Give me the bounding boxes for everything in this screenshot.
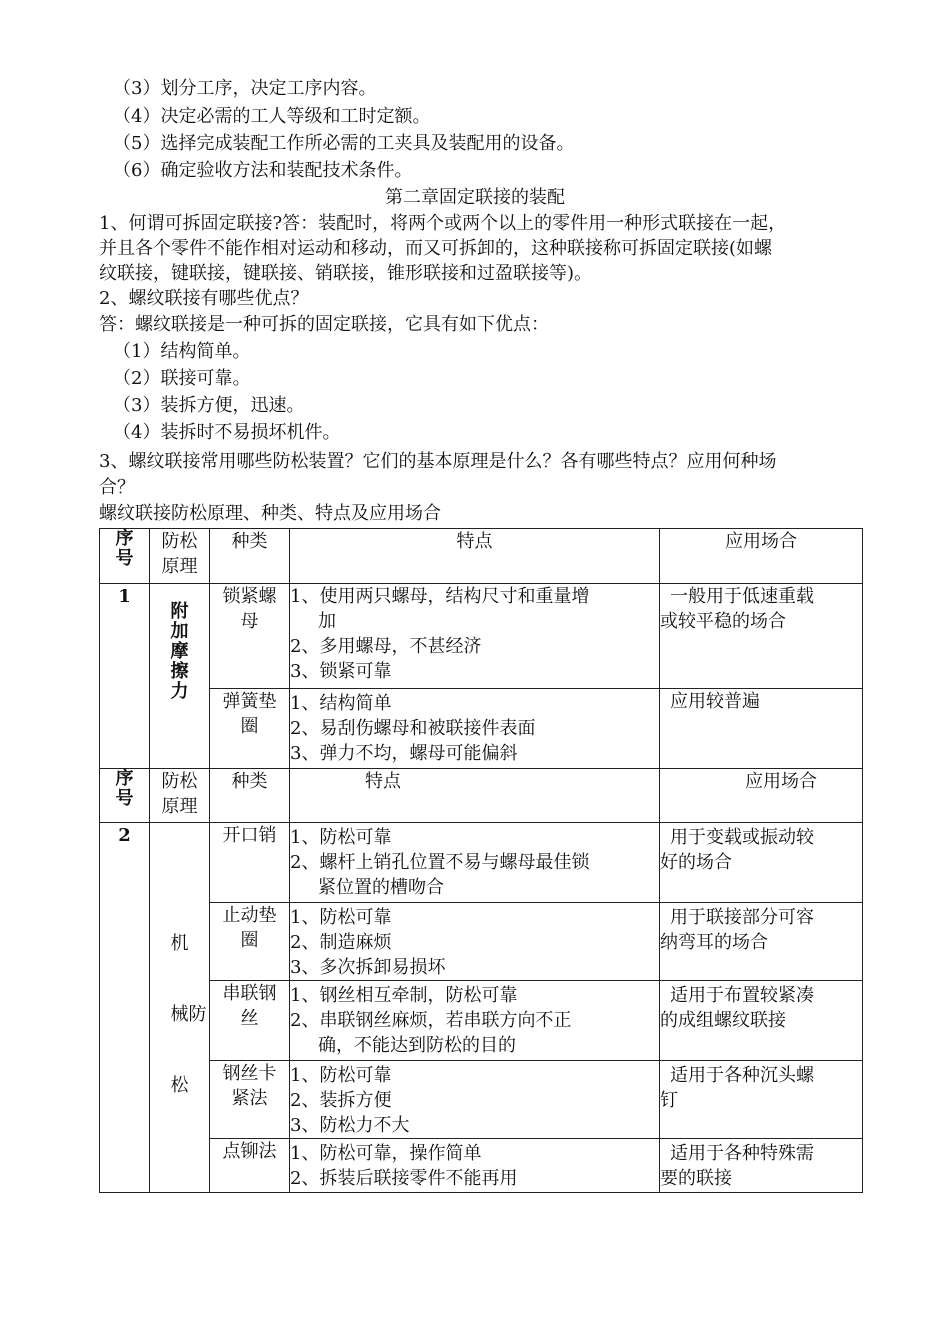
- application-cell: 用于变载或振动较 好的场合: [660, 823, 863, 903]
- table-row: [100, 903, 863, 981]
- table-row: [100, 584, 863, 689]
- header-application: 应用场合: [660, 769, 863, 823]
- q2-answer: 答：螺纹联接是一种可拆的固定联接，它具有如下优点：: [99, 314, 549, 335]
- feature-cell: 1、使用两只螺母，结构尺寸和重量增 加 2、多用螺母，不甚经济 3、锁紧可靠: [290, 584, 660, 689]
- q3-line: 3、螺纹联接常用哪些防松装置？它们的基本原理是什么？各有哪些特点？应用何种场: [99, 451, 777, 472]
- kind-cell: 开口销: [210, 823, 290, 903]
- header-principle: 防松原理: [150, 769, 210, 823]
- kind-cell: 点铆法: [210, 1139, 290, 1193]
- feature-cell: 1、钢丝相互牵制，防松可靠 2、串联钢丝麻烦，若串联方向不正 确，不能达到防松的目的: [290, 981, 660, 1061]
- application-cell: 一般用于低速重载 或较平稳的场合: [660, 584, 863, 689]
- chapter-title: 第二章固定联接的装配: [385, 187, 565, 208]
- table-header-row: [100, 769, 863, 823]
- q1-line: 1、何谓可拆固定联接?答：装配时，将两个或两个以上的零件用一种形式联接在一起，: [99, 213, 787, 234]
- kind-cell: 串联钢丝: [210, 981, 290, 1061]
- application-cell: 适用于各种特殊需 要的联接: [660, 1139, 863, 1193]
- feature-cell: 1、防松可靠 2、螺杆上销孔位置不易与螺母最佳锁 紧位置的槽吻合: [290, 823, 660, 903]
- intro-item: （5）选择完成装配工作所必需的工夹具及装配用的设备。: [113, 133, 575, 154]
- intro-item: （3）划分工序，决定工序内容。: [113, 78, 377, 99]
- feature-cell: 1、防松可靠 2、制造麻烦 3、多次拆卸易损坏: [290, 903, 660, 981]
- kind-cell: 弹簧垫圈: [210, 689, 290, 769]
- feature-cell: 1、防松可靠，操作简单 2、拆装后联接零件不能再用: [290, 1139, 660, 1193]
- feature-cell: 1、结构简单 2、易刮伤螺母和被联接件表面 3、弹力不均，螺母可能偏斜: [290, 689, 660, 769]
- header-application: 应用场合: [660, 529, 863, 584]
- q1-line: 纹联接，键联接，键联接、销联接，锥形联接和过盈联接等)。: [99, 263, 593, 284]
- kind-cell: 止动垫圈: [210, 903, 290, 981]
- group1-seq: 1: [100, 584, 150, 769]
- application-cell: 应用较普遍: [660, 689, 863, 769]
- group1-principle: 附加摩擦力: [150, 584, 210, 769]
- header-kind: 种类: [210, 769, 290, 823]
- table-row: [100, 823, 863, 903]
- intro-item: （6）确定验收方法和装配技术条件。: [113, 160, 413, 181]
- q3-line: 合？: [99, 477, 135, 498]
- header-kind: 种类: [210, 529, 290, 584]
- group2-seq: 2: [100, 823, 150, 1193]
- application-cell: 适用于布置较紧凑 的成组螺纹联接: [660, 981, 863, 1061]
- q2-item: （2）联接可靠。: [113, 368, 251, 389]
- group2-principle: 机 械防 松: [150, 823, 210, 1193]
- header-feature: 特点: [290, 769, 660, 823]
- q2-question: 2、螺纹联接有哪些优点？: [99, 288, 309, 309]
- table-header-row: [100, 529, 863, 584]
- table-row: [100, 1061, 863, 1139]
- q1-line: 并且各个零件不能作相对运动和移动，而又可拆卸的，这种联接称可拆固定联接(如螺: [99, 238, 773, 259]
- anti-loosening-table: [99, 528, 863, 1193]
- application-cell: 用于联接部分可容 纳弯耳的场合: [660, 903, 863, 981]
- q2-item: （3）装拆方便，迅速。: [113, 395, 305, 416]
- kind-cell: 锁紧螺母: [210, 584, 290, 689]
- q2-item: （4）装拆时不易损坏机件。: [113, 422, 341, 443]
- header-seq: 序号: [100, 769, 150, 823]
- table-row: [100, 689, 863, 769]
- intro-item: （4）决定必需的工人等级和工时定额。: [113, 106, 431, 127]
- header-principle: 防松原理: [150, 529, 210, 584]
- header-feature: 特点: [290, 529, 660, 584]
- q2-item: （1）结构简单。: [113, 341, 251, 362]
- table-row: [100, 981, 863, 1061]
- table-row: [100, 1139, 863, 1193]
- table-caption: 螺纹联接防松原理、种类、特点及应用场合: [99, 503, 441, 524]
- application-cell: 适用于各种沉头螺 钉: [660, 1061, 863, 1139]
- header-seq: 序号: [100, 529, 150, 584]
- feature-cell: 1、防松可靠 2、装拆方便 3、防松力不大: [290, 1061, 660, 1139]
- kind-cell: 钢丝卡紧法: [210, 1061, 290, 1139]
